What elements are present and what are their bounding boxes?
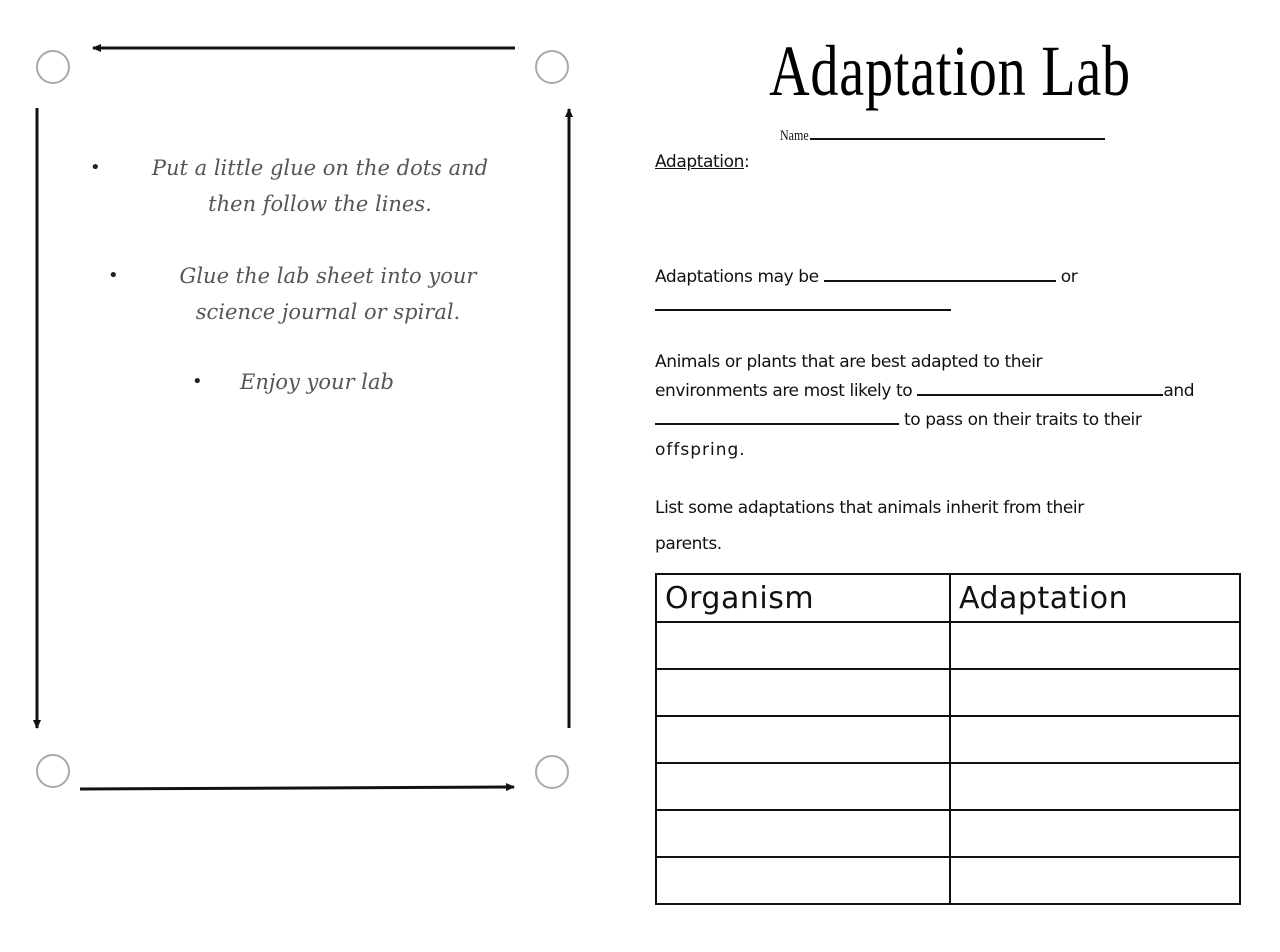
question-3: [655, 490, 1255, 562]
q1-blank-2[interactable]: [655, 291, 951, 311]
bullet-icon: •: [90, 157, 101, 178]
table-row: [656, 763, 1240, 810]
glue-dot-bottom-left: [37, 755, 69, 787]
q3-line: List some adaptations that animals inherit from their: [655, 498, 1084, 518]
name-blank[interactable]: [810, 120, 1105, 140]
q2-line: to pass on their traits to their: [904, 410, 1142, 430]
adaptation-table: [655, 573, 1241, 905]
adaptation-cell[interactable]: [950, 716, 1240, 763]
q2-line: offspring.: [655, 440, 746, 460]
instruction-text: then follow the lines.: [208, 192, 432, 216]
worksheet-title: Adaptation Lab: [769, 31, 1131, 111]
adaptation-cell[interactable]: [950, 763, 1240, 810]
q3-line: parents.: [655, 534, 722, 554]
q1-or: or: [1060, 267, 1078, 287]
name-field[interactable]: [780, 120, 1105, 145]
q2-and: and: [1163, 381, 1195, 401]
q1-text: Adaptations may be: [655, 267, 819, 287]
adaptation-cell[interactable]: [950, 669, 1240, 716]
table-row: [656, 857, 1240, 904]
adaptation-definition: [655, 148, 749, 176]
table-row: [656, 622, 1240, 669]
adaptation-cell[interactable]: [950, 622, 1240, 669]
question-2: [655, 348, 1265, 464]
organism-cell[interactable]: [656, 622, 950, 669]
q2-blank-2[interactable]: [655, 405, 899, 425]
table-row: [656, 716, 1240, 763]
adaptation-cell[interactable]: [950, 810, 1240, 857]
arrow-bottom-right: [80, 787, 514, 789]
q2-line: Animals or plants that are best adapted to their: [655, 352, 1043, 372]
adaptation-cell[interactable]: [950, 857, 1240, 904]
question-1: [655, 262, 1255, 320]
organism-cell[interactable]: [656, 857, 950, 904]
q1-blank-1[interactable]: [824, 262, 1056, 282]
q2-line: environments are most likely to: [655, 381, 913, 401]
organism-cell[interactable]: [656, 669, 950, 716]
colon: :: [743, 152, 750, 172]
glue-dot-top-left: [37, 51, 69, 83]
instruction-2: [108, 258, 528, 330]
header-adaptation: Adaptation: [950, 574, 1240, 622]
instruction-text: Put a little glue on the dots and: [151, 156, 489, 180]
q2-blank-1[interactable]: [917, 376, 1163, 396]
header-organism: Organism: [656, 574, 950, 622]
table-row: [656, 810, 1240, 857]
organism-cell[interactable]: [656, 763, 950, 810]
table-header-row: [656, 574, 1240, 622]
adaptation-label: Adaptation: [655, 152, 744, 172]
bullet-icon: •: [108, 265, 119, 286]
organism-cell[interactable]: [656, 716, 950, 763]
name-label: Name: [780, 128, 809, 144]
instruction-text: science journal or spiral.: [195, 300, 461, 324]
table-row: [656, 669, 1240, 716]
glue-dot-bottom-right: [536, 756, 568, 788]
bullet-icon: •: [192, 371, 203, 392]
instruction-1: [90, 150, 530, 222]
instruction-text: Enjoy your lab: [240, 370, 394, 394]
instruction-text: Glue the lab sheet into your: [179, 264, 477, 288]
instruction-3: [192, 364, 432, 400]
glue-frame: [0, 0, 600, 952]
organism-cell[interactable]: [656, 810, 950, 857]
glue-dot-top-right: [536, 51, 568, 83]
